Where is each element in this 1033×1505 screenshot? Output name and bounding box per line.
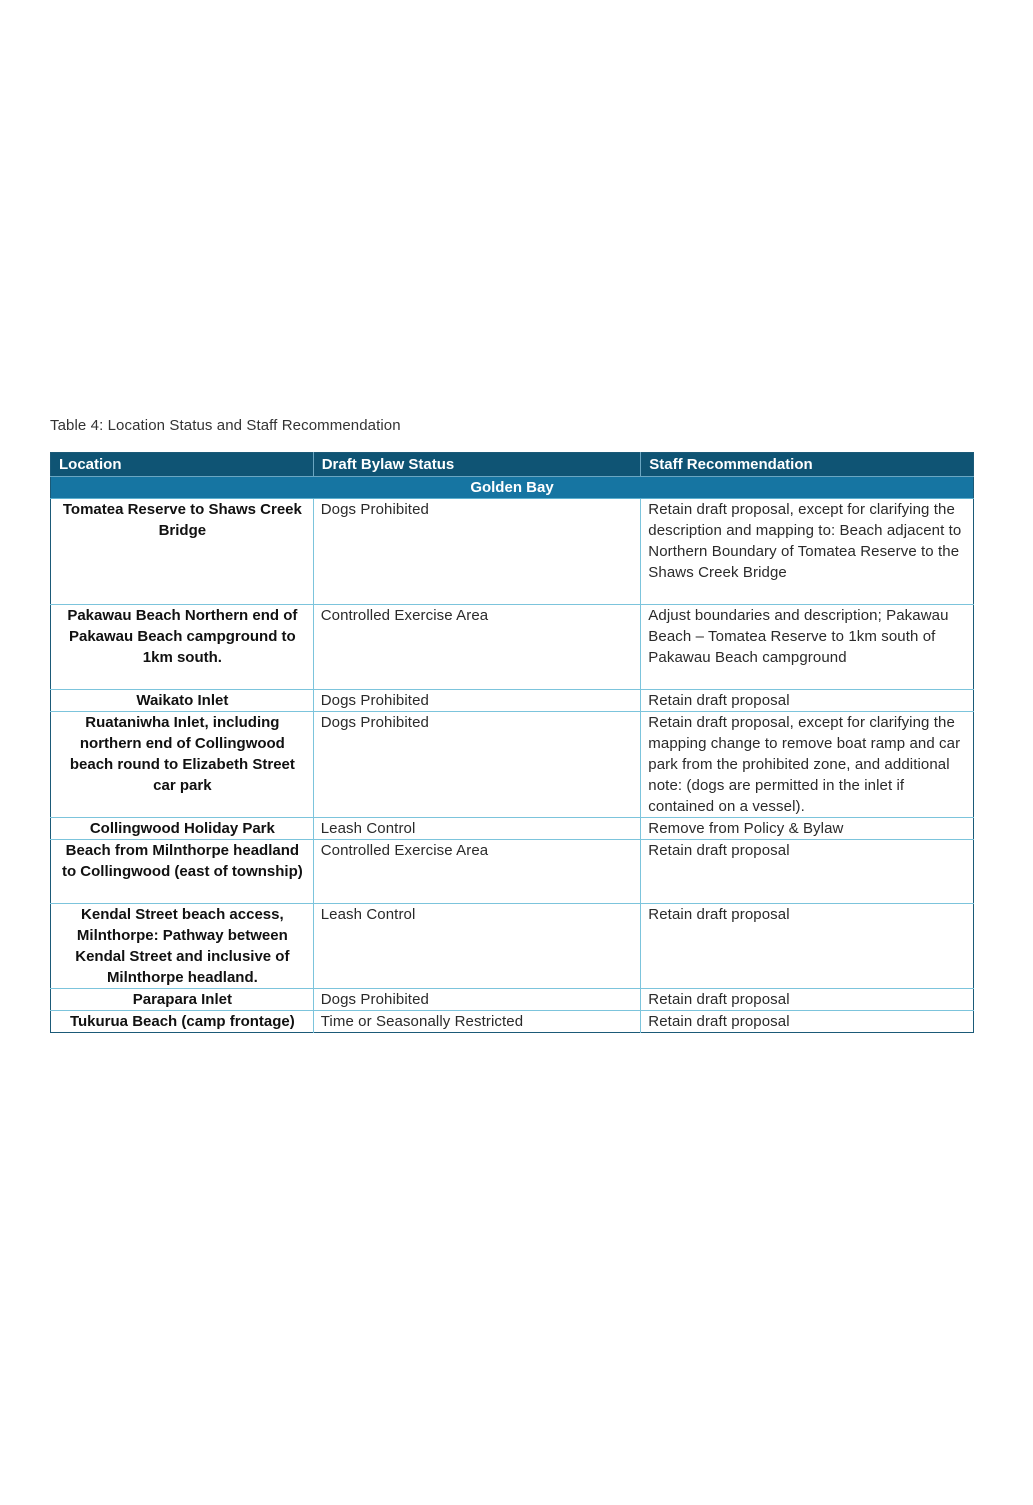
recommendation-cell: Retain draft proposal xyxy=(641,989,974,1011)
table-row xyxy=(51,818,974,840)
recommendation-cell: Remove from Policy & Bylaw xyxy=(641,818,974,840)
table-caption: Table 4: Location Status and Staff Recommendation xyxy=(50,417,401,434)
status-cell: Controlled Exercise Area xyxy=(313,840,641,904)
location-cell: Tukurua Beach (camp frontage) xyxy=(51,1011,314,1033)
table-row xyxy=(51,499,974,605)
table-row xyxy=(51,840,974,904)
recommendation-cell: Retain draft proposal, except for clarifying the description and mapping to: Beach adjacent to Northern Boundary of Tomatea Reserve to the Shaws Creek Bridge xyxy=(641,499,974,605)
location-cell: Tomatea Reserve to Shaws Creek Bridge xyxy=(51,499,314,605)
table-row xyxy=(51,690,974,712)
table-row xyxy=(51,904,974,989)
status-cell: Dogs Prohibited xyxy=(313,690,641,712)
location-cell: Waikato Inlet xyxy=(51,690,314,712)
status-cell: Dogs Prohibited xyxy=(313,712,641,818)
location-status-table xyxy=(50,452,974,1033)
recommendation-cell: Retain draft proposal xyxy=(641,840,974,904)
recommendation-cell: Adjust boundaries and description; Pakawau Beach – Tomatea Reserve to 1km south of Pakawau Beach campground xyxy=(641,605,974,690)
header-location: Location xyxy=(51,453,314,477)
table-row xyxy=(51,1011,974,1033)
location-cell: Ruataniwha Inlet, including northern end of Collingwood beach round to Elizabeth Street car park xyxy=(51,712,314,818)
status-cell: Controlled Exercise Area xyxy=(313,605,641,690)
location-cell: Collingwood Holiday Park xyxy=(51,818,314,840)
location-cell: Kendal Street beach access, Milnthorpe: Pathway between Kendal Street and inclusive of Milnthorpe headland. xyxy=(51,904,314,989)
location-cell: Beach from Milnthorpe headland to Collingwood (east of township) xyxy=(51,840,314,904)
recommendation-cell: Retain draft proposal xyxy=(641,690,974,712)
status-cell: Dogs Prohibited xyxy=(313,989,641,1011)
header-staff-recommendation: Staff Recommendation xyxy=(641,453,974,477)
table-row xyxy=(51,605,974,690)
recommendation-cell: Retain draft proposal xyxy=(648,1013,790,1030)
recommendation-cell: Retain draft proposal, except for clarifying the mapping change to remove boat ramp and car park from the prohibited zone, and additional note: (dogs are permitted in the inlet if contained on a vessel). xyxy=(641,712,974,818)
table-row xyxy=(51,989,974,1011)
recommendation-cell: Retain draft proposal xyxy=(641,904,974,989)
table-header-row xyxy=(51,453,974,477)
status-cell: Dogs Prohibited xyxy=(313,499,641,605)
group-row xyxy=(51,477,974,499)
location-cell: Parapara Inlet xyxy=(51,989,314,1011)
header-draft-bylaw-status: Draft Bylaw Status xyxy=(313,453,641,477)
group-label: Golden Bay xyxy=(51,477,974,499)
status-cell: Leash Control xyxy=(313,904,641,989)
table-row xyxy=(51,712,974,818)
status-cell: Time or Seasonally Restricted xyxy=(313,1011,641,1033)
status-cell: Leash Control xyxy=(313,818,641,840)
location-cell: Pakawau Beach Northern end of Pakawau Beach campground to 1km south. xyxy=(51,605,314,690)
